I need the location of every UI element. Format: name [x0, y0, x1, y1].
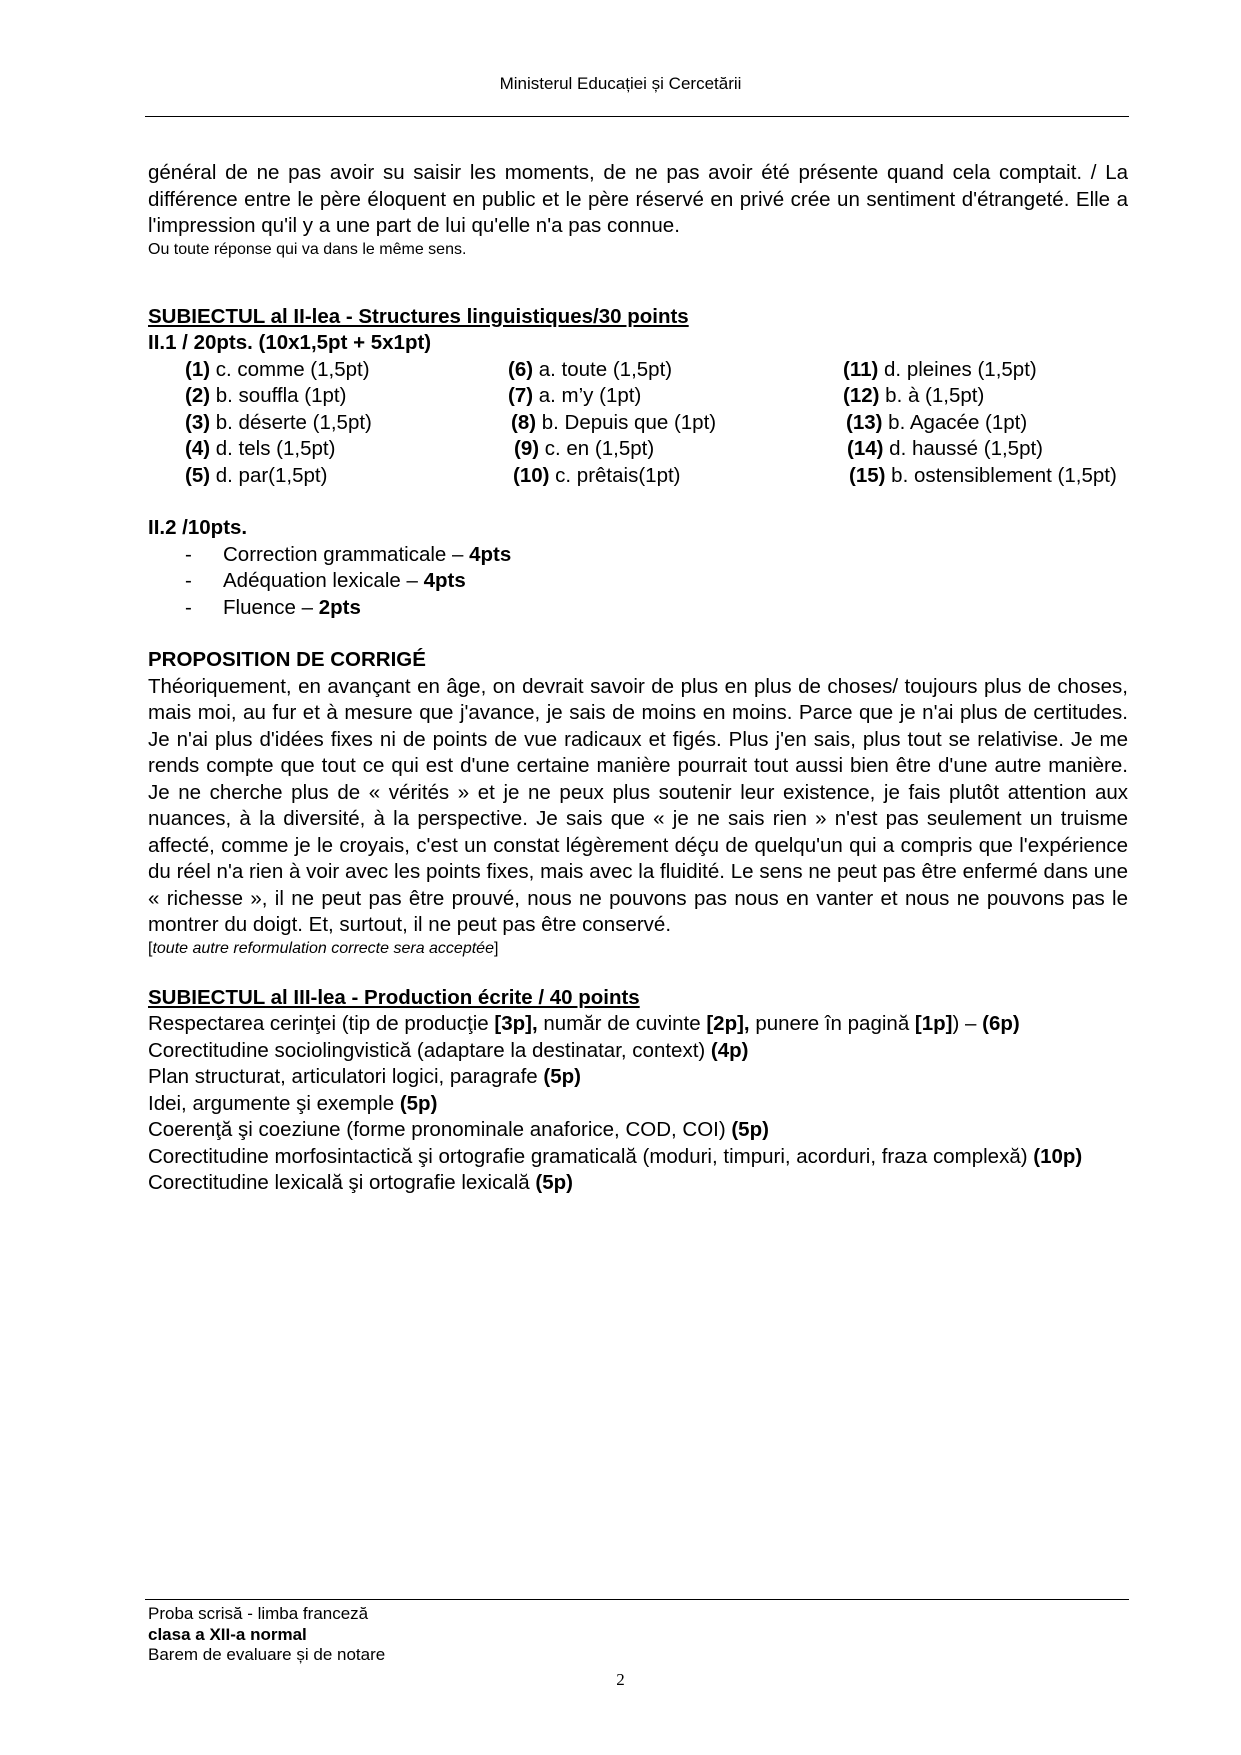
- answer-item: (4) d. tels (1,5pt): [185, 437, 336, 460]
- page-header: Ministerul Educației și Cercetării: [499, 74, 742, 93]
- subject3-criterion: Plan structurat, articulatori logici, paragrafe (5p): [148, 1065, 581, 1088]
- header-divider: [145, 116, 1129, 117]
- subject2-title: SUBIECTUL al II-lea - Structures linguistiques/30 points: [148, 304, 689, 328]
- page-number: 2: [616, 1670, 625, 1689]
- answer-item: (13) b. Agacée (1pt): [846, 410, 1028, 434]
- answers-grid: [148, 357, 1128, 490]
- footer-barem: Barem de evaluare și de notare: [148, 1645, 386, 1664]
- intro-paragraph: général de ne pas avoir su saisir les moments, de ne pas avoir été présente quand cela comptait. / La différence entre le père éloquent en public et le père réservé en privé crée un sentiment d'étrangeté. Elle a l'impression qu'il y a une part de lui qu'elle n'a pas connue.: [148, 161, 1128, 237]
- answers-row: [148, 410, 1128, 437]
- ii1-title: II.1 / 20pts. (10x1,5pt + 5x1pt): [148, 331, 432, 354]
- answer-item: (6) a. toute (1,5pt): [508, 357, 673, 381]
- answer-item: (9) c. en (1,5pt): [514, 437, 655, 460]
- answer-item: (2) b. souffla (1pt): [185, 384, 347, 407]
- criteria-item: - Correction grammaticale – 4pts: [185, 542, 512, 566]
- answer-item: (14) d. haussé (1,5pt): [847, 437, 1044, 460]
- intro-note: Ou toute réponse qui va dans le même sens.: [148, 240, 467, 258]
- subject3-title: SUBIECTUL al III-lea - Production écrite / 40 points: [148, 985, 640, 1009]
- footer-class: clasa a XII-a normal: [148, 1624, 307, 1644]
- subject3-criterion: Coerenţă şi coeziune (forme pronominale anaforice, COD, COI) (5p): [148, 1118, 769, 1141]
- answer-item: (7) a. m’y (1pt): [508, 384, 642, 407]
- proposition-title: PROPOSITION DE CORRIGÉ: [148, 648, 426, 671]
- answer-item: (1) c. comme (1,5pt): [185, 357, 370, 381]
- proposition-note: [toute autre reformulation correcte sera acceptée]: [148, 939, 499, 957]
- criteria-item: - Adéquation lexicale – 4pts: [185, 569, 466, 592]
- criteria-item: - Fluence – 2pts: [185, 595, 361, 619]
- footer-divider: [145, 1599, 1129, 1600]
- subject3-criterion: Idei, argumente şi exemple (5p): [148, 1091, 438, 1115]
- answer-item: (10) c. prêtais(1pt): [513, 463, 681, 487]
- page-footer: [148, 1604, 385, 1666]
- answer-item: (8) b. Depuis que (1pt): [511, 410, 717, 434]
- footer-exam: Proba scrisă - limba franceză: [148, 1604, 369, 1623]
- page-content: [148, 160, 1128, 1197]
- answers-row: [148, 383, 1128, 410]
- answer-item: (5) d. par(1,5pt): [185, 463, 328, 487]
- answer-item: (15) b. ostensiblement (1,5pt): [849, 463, 1117, 487]
- proposition-text: Théoriquement, en avançant en âge, on devrait savoir de plus en plus de choses/ toujours plus de choses, mais moi, au fur et à mesure que j'avance, je sais de moins en moins. Parce que je n'ai plus de certitudes. Je n'ai plus d'idées fixes ni de points de vue radicaux et figés. Plus j'en sais, plus tout se relativise. Je me rends compte que tout ce qui est d'une certaine manière pourrait tout aussi bien être d'une autre manière. Je ne cherche plus de « vérités » et je ne peux plus soutenir leur existence, je fais plutôt attention aux nuances, à la diversité, à la perspective. Je sais que « je ne sais rien » n'est pas seulement un truisme affecté, comme je le croyais, c'est un constat légèrement déçu de quelqu'un qui a compris que l'expérience du réel n'a rien à voir avec les points fixes, mais avec la fluidité. Le sens ne peut pas être enfermé dans une « richesse », il ne peut pas être prouvé, nous ne pouvons pas nous en vanter et nous ne pouvons pas le montrer du doigt. Et, surtout, il ne peut pas être conservé.: [148, 674, 1128, 936]
- subject3-criterion: Corectitudine sociolingvistică (adaptare la destinatar, context) (4p): [148, 1038, 749, 1062]
- ii2-title: II.2 /10pts.: [148, 516, 248, 539]
- answers-row: [148, 436, 1128, 463]
- subject3-criterion: Corectitudine lexicală şi ortografie lexicală (5p): [148, 1171, 573, 1194]
- answers-row: [148, 463, 1128, 490]
- subject3-requirement: Respectarea cerinţei (tip de producţie [3p], număr de cuvinte [2p], punere în pagină [1p]) – (6p): [148, 1012, 1020, 1035]
- subject3-criterion: Corectitudine morfosintactică şi ortografie gramaticală (moduri, timpuri, acorduri, fraza complexă) (10p): [148, 1144, 1083, 1168]
- answer-item: (11) d. pleines (1,5pt): [843, 357, 1037, 381]
- answer-item: (3) b. déserte (1,5pt): [185, 410, 372, 434]
- answers-row: [148, 357, 1128, 384]
- answer-item: (12) b. à (1,5pt): [843, 384, 985, 407]
